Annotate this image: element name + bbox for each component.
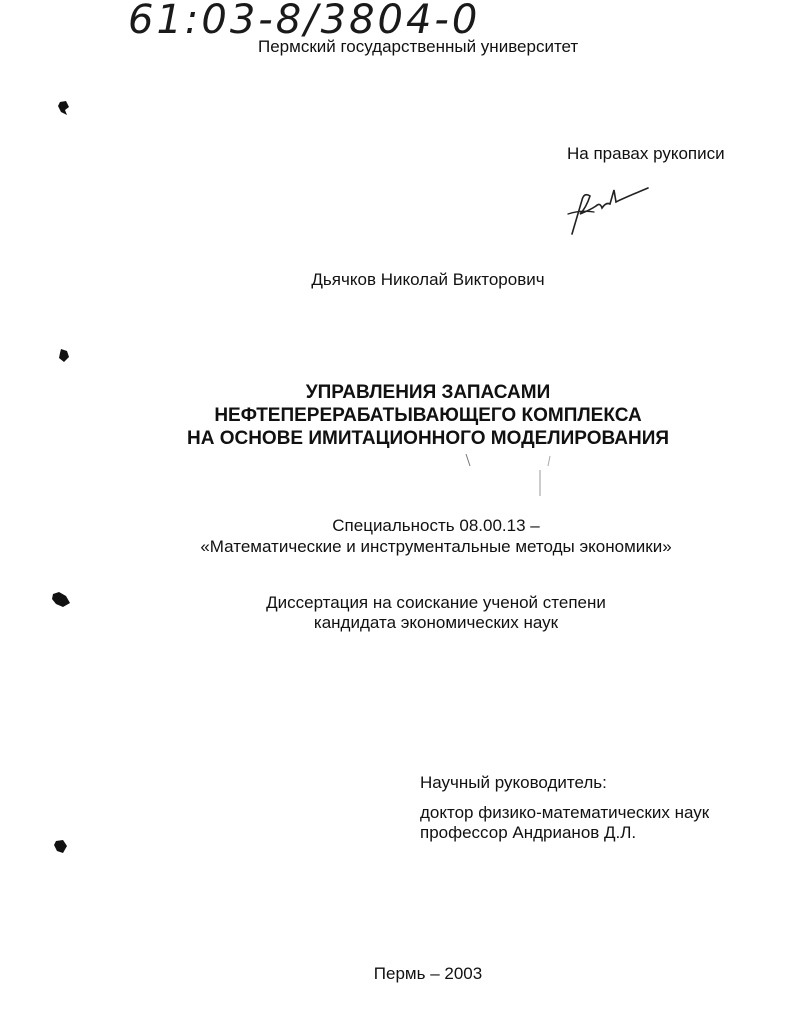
university-name: Пермский государственный университет xyxy=(258,37,579,56)
scan-speck-2 xyxy=(56,347,72,365)
specialty-block xyxy=(40,516,792,557)
supervisor-line-2: профессор Андрианов Д.Л. xyxy=(420,823,637,842)
scan-speck-4 xyxy=(52,838,70,856)
supervisor-label: Научный руководитель: xyxy=(420,773,607,792)
specialty-line-2: «Математические и инструментальные методы экономики» xyxy=(200,537,672,556)
specialty-line-1: Специальность 08.00.13 – xyxy=(332,516,540,535)
scan-speck-1 xyxy=(56,100,72,118)
place-year: Пермь – 2003 xyxy=(373,964,483,983)
signature-graphic xyxy=(560,180,655,240)
degree-line-1: Диссертация на соискание ученой степени xyxy=(266,593,606,612)
title-line-3: НА ОСНОВЕ ИМИТАЦИОННОГО МОДЕЛИРОВАНИЯ xyxy=(186,428,670,449)
title-line-1: УПРАВЛЕНИЯ ЗАПАСАМИ xyxy=(305,382,551,403)
manuscript-rights: На правах рукописи xyxy=(567,144,725,163)
archive-code-handwritten: 61:03-8/3804-0 xyxy=(128,0,481,43)
supervisor-block xyxy=(420,803,709,843)
author-name: Дьячков Николай Викторович xyxy=(311,270,545,289)
dissertation-degree-block xyxy=(40,593,792,633)
scan-faint-marks xyxy=(460,450,560,502)
dissertation-title xyxy=(0,381,792,450)
supervisor-line-1: доктор физико-математических наук xyxy=(420,803,710,822)
title-line-2: НЕФТЕПЕРЕРАБАТЫВАЮЩЕГО КОМПЛЕКСА xyxy=(214,405,642,426)
degree-line-2: кандидата экономических наук xyxy=(313,613,559,632)
scan-speck-3 xyxy=(50,590,72,610)
